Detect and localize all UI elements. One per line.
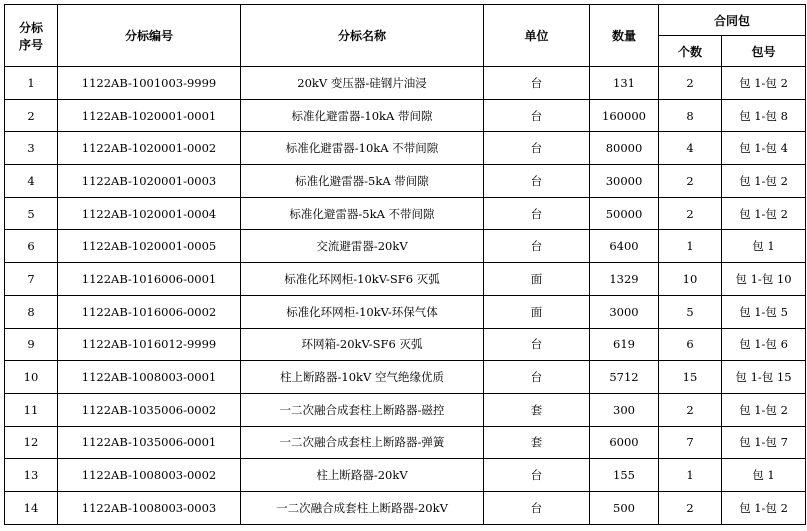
header-pkg: 包号 xyxy=(722,36,806,67)
table-header xyxy=(5,5,806,67)
table-row xyxy=(5,197,806,230)
cell-count: 2 xyxy=(659,197,722,230)
cell-name: 20kV 变压器-硅钢片油浸 xyxy=(241,67,484,100)
cell-unit: 台 xyxy=(484,99,590,132)
cell-seq: 6 xyxy=(5,230,58,263)
cell-code: 1122AB-1020001-0002 xyxy=(58,132,241,165)
cell-name: 标准化环网柜-10kV-环保气体 xyxy=(241,295,484,328)
cell-name: 柱上断路器-10kV 空气绝缘优质 xyxy=(241,361,484,394)
cell-pkg: 包 1-包 5 xyxy=(722,295,806,328)
cell-code: 1122AB-1020001-0003 xyxy=(58,165,241,198)
cell-unit: 台 xyxy=(484,197,590,230)
cell-qty: 6000 xyxy=(590,426,659,459)
cell-pkg: 包 1-包 2 xyxy=(722,491,806,524)
cell-qty: 5712 xyxy=(590,361,659,394)
cell-code: 1122AB-1008003-0003 xyxy=(58,491,241,524)
cell-code: 1122AB-1001003-9999 xyxy=(58,67,241,100)
table-row xyxy=(5,361,806,394)
cell-qty: 619 xyxy=(590,328,659,361)
header-unit: 单位 xyxy=(484,5,590,67)
cell-name: 交流避雷器-20kV xyxy=(241,230,484,263)
cell-unit: 套 xyxy=(484,426,590,459)
table-row xyxy=(5,263,806,296)
header-seq-line1: 分标 xyxy=(18,20,43,35)
cell-pkg: 包 1-包 6 xyxy=(722,328,806,361)
cell-code: 1122AB-1035006-0002 xyxy=(58,393,241,426)
cell-seq: 4 xyxy=(5,165,58,198)
cell-unit: 台 xyxy=(484,459,590,492)
table-body xyxy=(5,67,806,525)
cell-code: 1122AB-1035006-0001 xyxy=(58,426,241,459)
cell-count: 8 xyxy=(659,99,722,132)
cell-name: 柱上断路器-20kV xyxy=(241,459,484,492)
cell-seq: 5 xyxy=(5,197,58,230)
cell-count: 2 xyxy=(659,165,722,198)
cell-qty: 30000 xyxy=(590,165,659,198)
table-row xyxy=(5,295,806,328)
table-row xyxy=(5,491,806,524)
cell-seq: 7 xyxy=(5,263,58,296)
cell-code: 1122AB-1020001-0005 xyxy=(58,230,241,263)
cell-count: 7 xyxy=(659,426,722,459)
table-row xyxy=(5,393,806,426)
cell-name: 标准化环网柜-10kV-SF6 灭弧 xyxy=(241,263,484,296)
cell-count: 10 xyxy=(659,263,722,296)
cell-name: 标准化避雷器-5kA 带间隙 xyxy=(241,165,484,198)
table-row xyxy=(5,67,806,100)
cell-seq: 10 xyxy=(5,361,58,394)
cell-unit: 套 xyxy=(484,393,590,426)
cell-count: 15 xyxy=(659,361,722,394)
cell-name: 环网箱-20kV-SF6 灭弧 xyxy=(241,328,484,361)
cell-count: 1 xyxy=(659,459,722,492)
cell-qty: 160000 xyxy=(590,99,659,132)
table-row xyxy=(5,230,806,263)
cell-code: 1122AB-1008003-0001 xyxy=(58,361,241,394)
cell-pkg: 包 1-包 10 xyxy=(722,263,806,296)
cell-count: 6 xyxy=(659,328,722,361)
cell-qty: 6400 xyxy=(590,230,659,263)
cell-qty: 155 xyxy=(590,459,659,492)
table-row xyxy=(5,459,806,492)
table-row xyxy=(5,99,806,132)
cell-pkg: 包 1-包 7 xyxy=(722,426,806,459)
cell-qty: 1329 xyxy=(590,263,659,296)
cell-name: 标准化避雷器-10kA 不带间隙 xyxy=(241,132,484,165)
header-contract: 合同包 xyxy=(659,5,806,36)
cell-code: 1122AB-1016006-0002 xyxy=(58,295,241,328)
bid-section-table xyxy=(4,4,806,525)
cell-unit: 台 xyxy=(484,361,590,394)
cell-pkg: 包 1-包 2 xyxy=(722,165,806,198)
cell-pkg: 包 1-包 15 xyxy=(722,361,806,394)
cell-seq: 8 xyxy=(5,295,58,328)
cell-count: 2 xyxy=(659,491,722,524)
cell-count: 5 xyxy=(659,295,722,328)
cell-qty: 300 xyxy=(590,393,659,426)
cell-name: 一二次融合成套柱上断路器-20kV xyxy=(241,491,484,524)
cell-seq: 1 xyxy=(5,67,58,100)
table-row xyxy=(5,165,806,198)
cell-unit: 台 xyxy=(484,230,590,263)
cell-name: 标准化避雷器-10kA 带间隙 xyxy=(241,99,484,132)
cell-pkg: 包 1-包 8 xyxy=(722,99,806,132)
cell-seq: 12 xyxy=(5,426,58,459)
cell-count: 4 xyxy=(659,132,722,165)
cell-seq: 3 xyxy=(5,132,58,165)
cell-seq: 9 xyxy=(5,328,58,361)
cell-name: 一二次融合成套柱上断路器-磁控 xyxy=(241,393,484,426)
cell-qty: 80000 xyxy=(590,132,659,165)
cell-unit: 台 xyxy=(484,328,590,361)
cell-seq: 14 xyxy=(5,491,58,524)
cell-unit: 面 xyxy=(484,295,590,328)
table-row xyxy=(5,328,806,361)
cell-name: 一二次融合成套柱上断路器-弹簧 xyxy=(241,426,484,459)
cell-pkg: 包 1-包 2 xyxy=(722,393,806,426)
cell-code: 1122AB-1016006-0001 xyxy=(58,263,241,296)
header-name: 分标名称 xyxy=(241,5,484,67)
header-seq xyxy=(5,5,58,67)
cell-count: 2 xyxy=(659,67,722,100)
cell-code: 1122AB-1008003-0002 xyxy=(58,459,241,492)
cell-pkg: 包 1-包 2 xyxy=(722,67,806,100)
cell-unit: 面 xyxy=(484,263,590,296)
cell-code: 1122AB-1016012-9999 xyxy=(58,328,241,361)
cell-pkg: 包 1-包 4 xyxy=(722,132,806,165)
cell-qty: 3000 xyxy=(590,295,659,328)
cell-count: 2 xyxy=(659,393,722,426)
cell-unit: 台 xyxy=(484,165,590,198)
cell-unit: 台 xyxy=(484,67,590,100)
table-row xyxy=(5,426,806,459)
cell-seq: 11 xyxy=(5,393,58,426)
cell-pkg: 包 1 xyxy=(722,230,806,263)
cell-qty: 50000 xyxy=(590,197,659,230)
cell-qty: 500 xyxy=(590,491,659,524)
cell-unit: 台 xyxy=(484,132,590,165)
cell-pkg: 包 1 xyxy=(722,459,806,492)
cell-seq: 13 xyxy=(5,459,58,492)
header-seq-line2: 序号 xyxy=(18,37,43,52)
cell-code: 1122AB-1020001-0004 xyxy=(58,197,241,230)
header-count: 个数 xyxy=(659,36,722,67)
cell-pkg: 包 1-包 2 xyxy=(722,197,806,230)
cell-count: 1 xyxy=(659,230,722,263)
cell-unit: 台 xyxy=(484,491,590,524)
cell-code: 1122AB-1020001-0001 xyxy=(58,99,241,132)
header-qty: 数量 xyxy=(590,5,659,67)
table-row xyxy=(5,132,806,165)
cell-qty: 131 xyxy=(590,67,659,100)
cell-seq: 2 xyxy=(5,99,58,132)
header-code: 分标编号 xyxy=(58,5,241,67)
cell-name: 标准化避雷器-5kA 不带间隙 xyxy=(241,197,484,230)
